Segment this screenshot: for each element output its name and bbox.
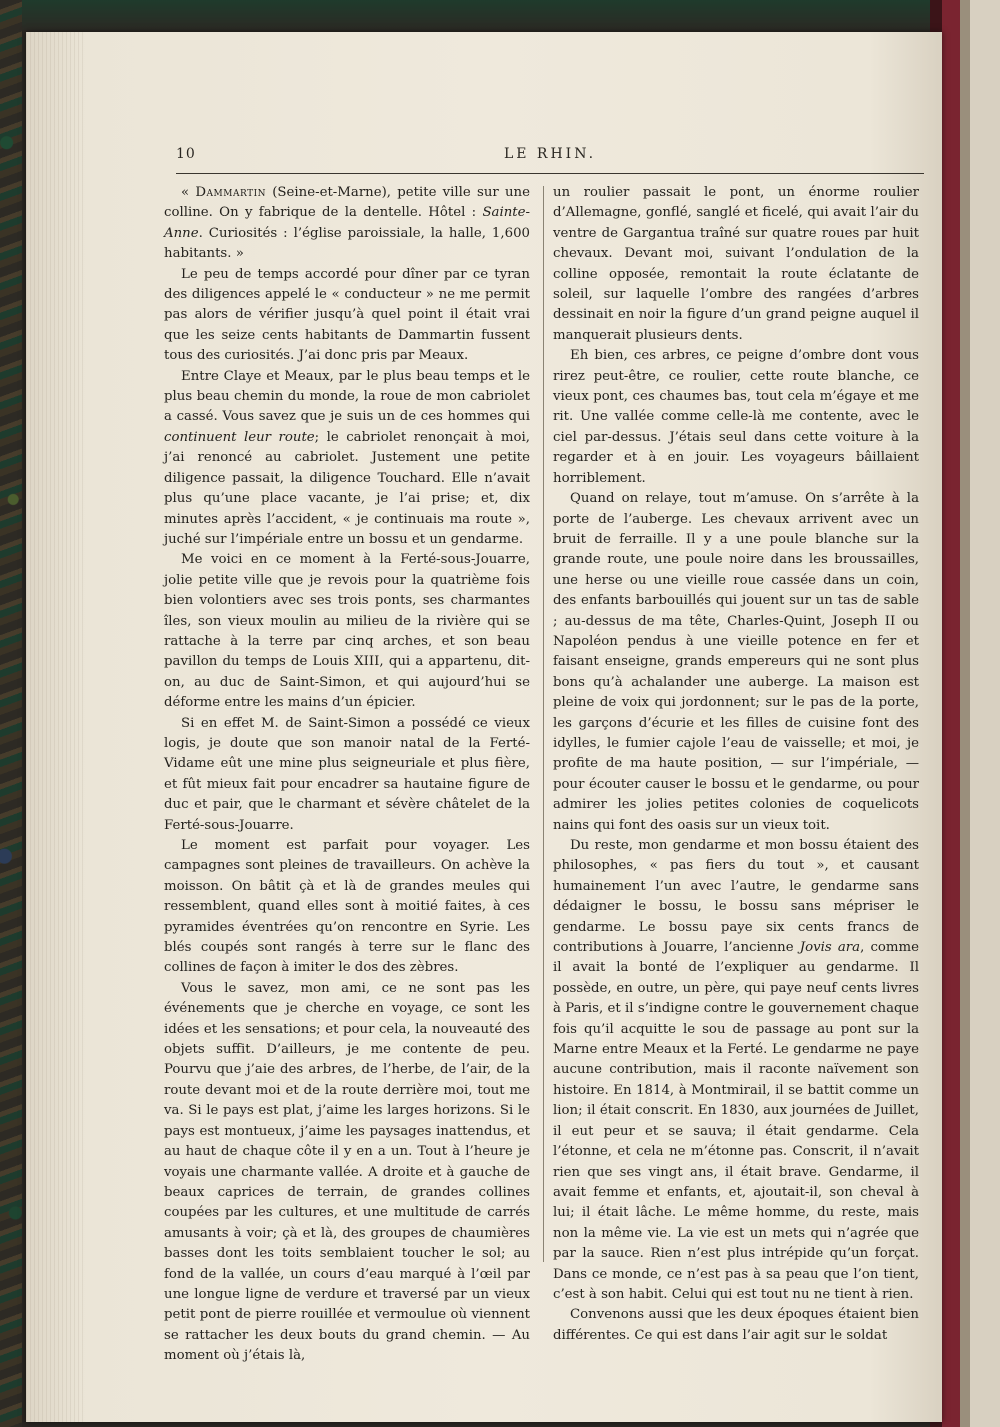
page-header xyxy=(176,142,924,168)
paragraph: Quand on relaye, tout m’amuse. On s’arrête à la porte de l’auberge. Les chevaux arrivent avec un bruit de ferraille. Il y a une poule blanche sur la grande route, une poule noire dans les broussailles, une herse ou une vieille roue cassée dans un coin, des enfants barbouillés qui jouent sur un tas de sable ; au-dessus de ma tête, Charles-Quint, Joseph II ou Napoléon pendus à une vieille potence en fer et faisant enseigne, grands empereurs qui ne sont plus bons qu’à achalander une auberge. La maison est pleine de voix qui jordonnent; sur le pas de la porte, les garçons d’écurie et les filles de cuisine font des idylles, le fumier cajole l’eau de vaisselle; et moi, je profite de ma haute position, — sur l’impériale, — pour écouter causer le bossu et le gendarme, ou pour admirer les jolies petites colonies de coquelicots nains qui font des oasis sur un vieux toit. xyxy=(553,491,919,833)
column-divider xyxy=(543,186,544,1262)
page-number: 10 xyxy=(176,146,196,162)
right-column xyxy=(553,183,919,1346)
header-rule xyxy=(176,173,924,174)
paragraph: Convenons aussi que les deux époques étaient bien différentes. Ce qui est dans l’air agit sur le soldat xyxy=(553,1307,919,1343)
paragraph: « Dammartin (Seine-et-Marne), petite ville sur une colline. On y fabrique de la dentelle. Hôtel : Sainte-Anne. Curiosités : l’église paroissiale, la halle, 1,600 habitants. » xyxy=(164,185,530,262)
left-column xyxy=(164,183,530,1367)
paragraph: Eh bien, ces arbres, ce peigne d’ombre dont vous rirez peut-être, ce roulier, cette route blanche, ce vieux pont, ces chaumes bas, tout cela m’égaye et me rit. Une vallée comme celle-là me contente, avec le ciel par-dessus. J’étais seul dans cette voiture à la regarder et à en jouir. Les voyageurs bâillaient horriblement. xyxy=(553,348,919,486)
paragraph: Du reste, mon gendarme et mon bossu étaient des philosophes, « pas fiers du tout », et causant humainement l’un avec l’autre, le gendarme sans dédaigner le bossu, le bossu sans mépriser le gendarme. Le bossu paye six cents francs de contributions à Jouarre, l’ancienne Jovis ara, comme il avait la bonté de l’expliquer au gendarme. Il possède, en outre, un père, qui paye neuf cents livres à Paris, et il s’indigne contre le gouvernement chaque fois qu’il acquitte le sou de passage au pont sur la Marne entre Meaux et la Ferté. Le gendarme ne paye aucune contribution, mais il raconte naïvement son histoire. En 1814, à Montmirail, il se battit comme un lion; il était conscrit. En 1830, aux journées de Juillet, il eut peur et se sauva; il était gendarme. Cela l’étonne, et cela ne m’étonne pas. Conscrit, il n’avait rien que ses vingt ans, il était brave. Gendarme, il avait femme et enfants, et, ajoutait-il, son cheval à lui; il était lâche. Le même homme, du reste, mais non la même vie. La vie est un mets qui n’agrée que par la sauce. Rien n’est plus intrépide qu’un forçat. Dans ce monde, ce n’est pas à sa peau que l’on tient, c’est à son habit. Celui qui est tout nu ne tient à rien. xyxy=(553,838,919,1302)
hotel-name: Sainte-Anne xyxy=(164,205,530,241)
paragraph: Vous le savez, mon ami, ce ne sont pas les événements que je cherche en voyage, ce sont les idées et les sensations; et pour cela, la nouveauté des objets suffit. D’ailleurs, je me contente de peu. Pourvu que j’aie des arbres, de l’herbe, de l’air, de la route devant moi et de la route derrière moi, tout me va. Si le pays est plat, j’aime les larges horizons. Si le pays est montueux, j’aime les paysages inattendus, et au haut de chaque côte il y en a un. Tout à l’heure je voyais une charmante vallée. A droite et à gauche de beaux caprices de terrain, de grandes collines coupées par les cultures, et une multitude de carrés amusants à voir; çà et là, des groupes de chaumières basses dont les toits semblaient toucher le sol; au fond de la vallée, un cours d’eau marqué à l’œil par une longue ligne de verdure et traversé par un vieux petit pont de pierre rouillée et vermoulue où viennent se rattacher les deux bouts du grand chemin. — Au moment où j’étais là, xyxy=(164,980,530,1364)
page-gutter xyxy=(26,32,86,1422)
paragraph: Le moment est parfait pour voyager. Les campagnes sont pleines de travailleurs. On achève la moisson. On bâtit çà et là de grandes meules qui ressemblent, quand elles sont à moitié faites, à ces pyramides éventrées qu’on rencontre en Syrie. Les blés coupés sont rangés à terre sur le flanc des collines de façon à imiter le dos des zèbres. xyxy=(164,838,530,976)
paragraph: Le peu de temps accordé pour dîner par ce tyran des diligences appelé le « conducteur » ne me permit pas alors de vérifier jusqu’à quel point il était vrai que les seize cents habitants de Dammartin fussent tous des curiosités. J’ai donc pris par Meaux. xyxy=(164,266,530,364)
running-title: LE RHIN. xyxy=(503,146,597,162)
marbled-book-edge xyxy=(0,0,22,1427)
place-name: Dammartin xyxy=(195,185,267,200)
paragraph: Me voici en ce moment à la Ferté-sous-Jouarre, jolie petite ville que je revois pour la quatrième fois bien volontiers avec ses trois ponts, ses charmantes îles, son vieux moulin au milieu de la rivière qui se rattache à la terre par cinq arches, et son beau pavillon du temps de Louis XIII, qui a appartenu, dit-on, au duc de Saint-Simon, et qui aujourd’hui se déforme entre les mains d’un épicier. xyxy=(164,552,530,711)
book-top-edge xyxy=(0,0,1000,30)
paragraph: Si en effet M. de Saint-Simon a possédé ce vieux logis, je doute que son manoir natal de la Ferté-Vidame eût une mine plus seigneuriale et plus fière, et fût mieux fait pour encadrer sa hautaine figure de duc et pair, que le charmant et sévère châtelet de la Ferté-sous-Jouarre. xyxy=(164,715,530,833)
paragraph: Entre Claye et Meaux, par le plus beau temps et le plus beau chemin du monde, la roue de mon cabriolet a cassé. Vous savez que je suis un de ces hommes qui continuent leur route; le cabriolet renonçait à moi, j’ai renoncé au cabriolet. Justement une petite diligence passait, la diligence Touchard. Elle n’avait plus qu’une place vacante, je l’ai prise; et, dix minutes après l’accident, « je continuais ma route », juché sur l’impériale entre un bossu et un gendarme. xyxy=(164,368,530,547)
paragraph: un roulier passait le pont, un énorme roulier d’Allemagne, gonflé, sanglé et ficelé, qui avait l’air du ventre de Gargantua traîné sur quatre roues par huit chevaux. Devant moi, suivant l’ondulation de la colline opposée, remontait la route éclatante de soleil, sur laquelle l’ombre des rangées d’arbres dessinait en noir la figure d’un grand peigne auquel il manquerait plusieurs dents. xyxy=(553,185,919,343)
